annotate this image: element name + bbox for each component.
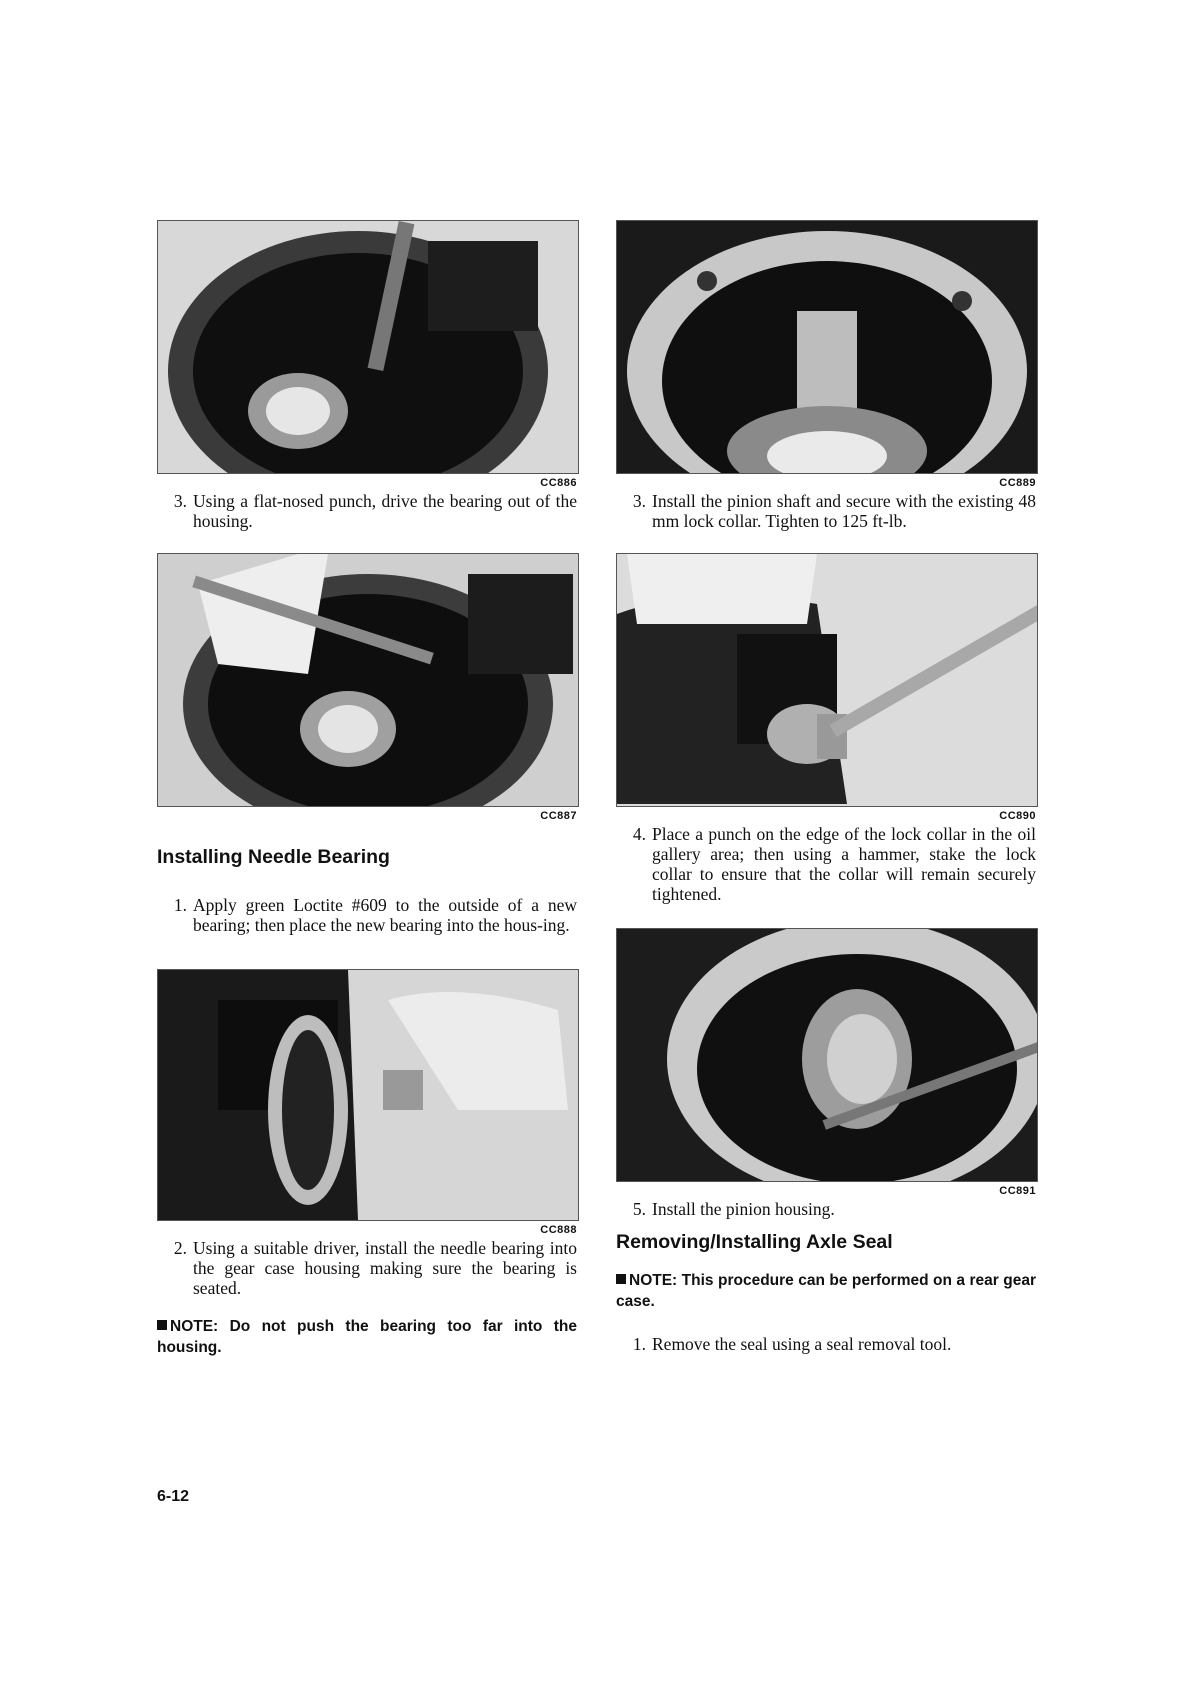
step-text: Install the pinion housing. [652,1199,835,1219]
photo-pinion-housing [616,928,1038,1182]
figure-cc889 [616,220,1036,491]
photo-bearing-removal-punch [157,220,579,474]
step-install-pinion-shaft [616,491,1036,531]
step-text: Place a punch on the edge of the lock collar in the oil gallery area; then using a hammer, stake the lock collar to ensure that the collar will remain securely tightened. [652,824,1036,904]
photo-pinion-shaft [616,220,1038,474]
figure-code: CC888 [540,1224,577,1236]
photo-needle-bearing-install [157,969,579,1221]
note-bullet-square [157,1320,167,1330]
note-bullet-square [616,1274,626,1284]
figure-code: CC891 [999,1185,1036,1197]
step-number: 1. [173,895,187,915]
figure-cc888 [157,969,577,1238]
step-install-pinion-housing [616,1199,1036,1219]
step-text: Using a suitable driver, install the needle bearing into the gear case housing making sure the bearing is seated. [193,1238,577,1298]
section-heading-axle-seal: Removing/Installing Axle Seal [616,1231,893,1253]
step-text: Remove the seal using a seal removal tool. [652,1334,952,1354]
step-number: 3. [173,491,187,511]
figure-cc886 [157,220,577,491]
figure-code: CC887 [540,810,577,822]
note-do-not-push [157,1316,577,1358]
step-remove-seal [616,1334,1036,1354]
step-text: Using a flat-nosed punch, drive the bearing out of the housing. [193,491,577,531]
step-text: Apply green Loctite #609 to the outside of a new bearing; then place the new bearing into the hous-ing. [193,895,577,935]
step-apply-loctite [157,895,577,935]
left-column [157,220,577,1358]
figure-cc890 [616,553,1036,824]
step-install-needle-bearing [157,1238,577,1298]
note-text: NOTE: Do not push the bearing too far into the housing. [157,1318,577,1356]
step-text: Install the pinion shaft and secure with the existing 48 mm lock collar. Tighten to 125 ft-lb. [652,491,1036,531]
note-text: NOTE: This procedure can be performed on a rear gear case. [616,1272,1036,1310]
step-number: 4. [632,824,646,844]
right-column [616,220,1036,1354]
step-number: 5. [632,1199,646,1219]
figure-code: CC890 [999,810,1036,822]
section-heading-installing-needle-bearing: Installing Needle Bearing [157,846,390,868]
figure-code: CC886 [540,477,577,489]
step-number: 1. [632,1334,646,1354]
step-number: 3. [632,491,646,511]
step-stake-lock-collar [616,824,1036,904]
figure-cc891 [616,928,1036,1199]
photo-bearing-punch-hand [157,553,579,807]
photo-lock-collar-torque [616,553,1038,807]
note-rear-gear-case [616,1270,1036,1312]
page-number: 6-12 [157,1488,190,1505]
step-number: 2. [173,1238,187,1258]
step-remove-bearing [157,491,577,531]
figure-cc887 [157,553,577,824]
figure-code: CC889 [999,477,1036,489]
